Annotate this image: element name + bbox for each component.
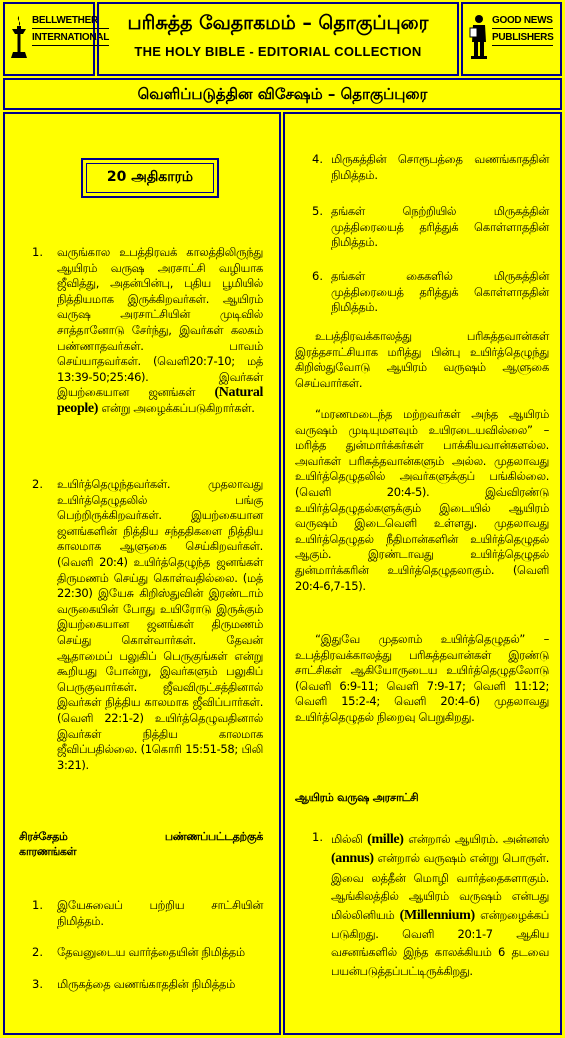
natural-people-term: (Natural people)	[57, 385, 264, 416]
list-number: 2.	[32, 945, 43, 959]
logo-line-2: INTERNATIONAL	[32, 31, 109, 46]
section-subtitle-box	[3, 78, 562, 110]
reason-item: தேவனுடைய வார்த்தையின் நிமித்தம்	[57, 945, 245, 959]
bellwether-logo	[9, 14, 109, 60]
list-number: 6.	[312, 269, 323, 283]
paragraph: “இதுவே முதலாம் உயிர்த்தெழுதல்” – உபத்திரவக்காலத்து பரிசுத்தவான்கள் இரண்டு சாட்சிகள் ஆகியோருடைய உயிர்த்தெழுதலோடு (வெளி 6:9-11; வெளி 7:9-17; வெளி 11:12; வெளி 15:2-4; வெளி 20:4-6) முதலாவது உயிர்த்தெழுதல் நிறைவு பெறுகிறது.	[295, 632, 549, 724]
reason-item: மிருகத்தை வணங்காததின் நிமித்தம்	[57, 977, 236, 991]
latin-term-mille: (mille)	[367, 832, 404, 847]
section-heading: சிரச்சேதம் பண்ணப்பட்டதற்குக்	[19, 830, 263, 843]
section-heading: ஆயிரம் வருஷ அரசாட்சி	[295, 791, 419, 804]
section-subtitle: வெளிப்படுத்தின விசேஷம் – தொகுப்புரை	[137, 85, 428, 103]
page-title-tamil: பரிசுத்த வேதாகமம் – தொகுப்புரை	[127, 12, 429, 34]
latin-term-annus: (annus)	[331, 851, 374, 867]
page-title-english: THE HOLY BIBLE - EDITORIAL COLLECTION	[134, 44, 422, 59]
logo-right-line-1: GOOD NEWS	[492, 14, 553, 29]
publisher-logo-box	[3, 2, 110, 76]
text-segment: என்றழைக்கப் படுகிறது. வெளி 20:1-7 ஆகிய வசனங்களில் இந்த காலக்கியம் 6 தடவை பயன்படுத்தப்பட்டிருக்கிறது.	[331, 907, 550, 978]
reason-item: மிருகத்தின் சொரூபத்தை வணங்காததின் நிமித்தம்.	[331, 152, 549, 182]
list-number: 4.	[312, 152, 323, 166]
reason-item: தங்கள் கைகளில் மிருகத்தின் முத்திரையைத் தரித்துக் கொள்ளாததின் நிமித்தம்.	[331, 269, 549, 315]
chapter-heading-box	[81, 158, 219, 198]
list-item-2: உயிர்த்தெழுந்தவர்கள். முதலாவது உயிர்த்தெழுதலில் பங்கு பெற்றிருக்கிறவர்கள். இயற்கையான ஜனங்களின் நித்திய சந்ததிகளை நித்திய காலமாக ஆளுகை செய்கிறவர்கள். (வெளி 20:4) உயிர்த்தெழுந்த ஜனங்கள் திருமணம் செய்து கொள்வதில்லை. (மத் 22:30) இயேசு கிறிஸ்துவின் இரண்டாம் வருகையின் போது உயிரோடு இருக்கும் இயற்கையான ஜனங்கள் திருமணம் செய்து கொள்வார்கள். தேவன் ஆதாமைப் பலுகிப் பெருகுங்கள் என்று கூறியது போன்று, இவர்களும் பலுகிப் பெருகுவார்கள். ஜீவவிருட்சத்தினால் இவர்கள் நித்திய காலமாக ஜீவிப்பார்கள். (வெளி 22:1-2) உயிர்த்தெழுவதினால் இவர்கள் நித்திய காலமாக ஜீவிப்பதில்லை. (1கொரி 15:51-58; பிலி 3:21).	[57, 477, 263, 772]
right-column	[283, 112, 562, 1035]
list-number: 3.	[32, 977, 43, 991]
reason-item: இயேசுவைப் பற்றிய சாட்சியின் நிமித்தம்.	[57, 898, 263, 928]
list-item-millennium	[331, 830, 549, 980]
list-item-1	[57, 245, 263, 417]
text-segment: என்றால் ஆயிரம். அன்னஸ்	[408, 832, 550, 846]
list-number: 2.	[32, 477, 43, 491]
section-heading-line-2: காரணங்கள்	[19, 845, 77, 858]
paragraph: உபத்திரவக்காலத்து பரிசுத்தவான்கள் இரத்தசாட்சியாக மரித்து பின்பு உயிர்த்தெழுந்து கிறிஸ்துவோடு ஆயிரம் வருஷம் ஆளுகை செய்வார்கள்.	[295, 329, 549, 390]
text-segment: மில்லி	[331, 832, 363, 846]
chapter-heading: 20 அதிகாரம்	[86, 163, 214, 193]
logo-right-line-2: PUBLISHERS	[492, 31, 553, 46]
good-news-logo	[469, 14, 553, 60]
man-holding-book-icon	[469, 14, 489, 60]
left-column	[3, 112, 281, 1035]
list-number: 1.	[32, 245, 43, 259]
list-item-1-text: வருங்கால உபத்திரவக் காலத்திலிருந்து ஆயிரம் வருஷ அரசாட்சி வழியாக ஜீவித்து, அதன்பின்பு, புதிய பூமியில் நித்தியமாக இருக்கிறவர்கள். ஆயிரம் வருஷ அரசாட்சியின் முடிவில் சாத்தானோடு சேர்ந்து, இவர்கள் கலகம் பண்ணாதவர்கள். பாவம் செய்யாதவர்கள். (வெளி20:7-10; மத் 13:39-50;25:46). இவர்கள் இயற்கையான ஜனங்கள்	[57, 245, 263, 400]
text-segment: என்றால் வருஷம் என்று பொருள். இவை லத்தீன் மொழி வார்த்தைகளாகும். ஆங்கிலத்தில் ஆயிரம் வருஷம் என்பது மில்லினியம்	[331, 851, 550, 922]
list-number: 1.	[312, 830, 323, 844]
publisher-logo-box-right	[461, 2, 562, 76]
list-item-1-text-end: என்று அழைக்கப்படுகிறார்கள்.	[101, 400, 255, 415]
reason-item: தங்கள் நெற்றியில் மிருகத்தின் முத்திரையைத் தரித்துக் கொள்ளாததின் நிமித்தம்.	[331, 204, 549, 250]
header-title-box	[97, 2, 459, 76]
logo-line-1: BELLWETHER	[32, 14, 109, 29]
list-number: 1.	[32, 898, 43, 912]
english-term-millennium: (Millennium)	[399, 907, 475, 923]
lamp-icon	[9, 14, 29, 60]
list-number: 5.	[312, 204, 323, 218]
paragraph: “மரணமடைந்த மற்றவர்கள் அந்த ஆயிரம் வருஷம் முடியுமளவும் உயிரடையவில்லை” – மரித்த துன்மார்க்கர்கள் பாக்கியவான்களல்ல. அவர்கள் பரிசுத்தவான்களும் அல்ல. முதலாவது உயிர்த்தெழுதலில் அவர்களுக்குப் பங்கில்லை. (வெளி 20:4-5). இவ்விரண்டு உயிர்த்தெழுதல்களுக்கும் இடையில் ஆயிரம் வருஷம் இடைவெளி உள்ளது. முதலாவது உயிர்த்தெழுதல் நீதிமான்களின் உயிர்த்தெழுதல் ஆகும். இரண்டாவது உயிர்த்தெழுதல் துன்மார்க்கரின் உயிர்த்தெழுதலாகும். (வெளி 20:4-6,7-15).	[295, 407, 549, 593]
